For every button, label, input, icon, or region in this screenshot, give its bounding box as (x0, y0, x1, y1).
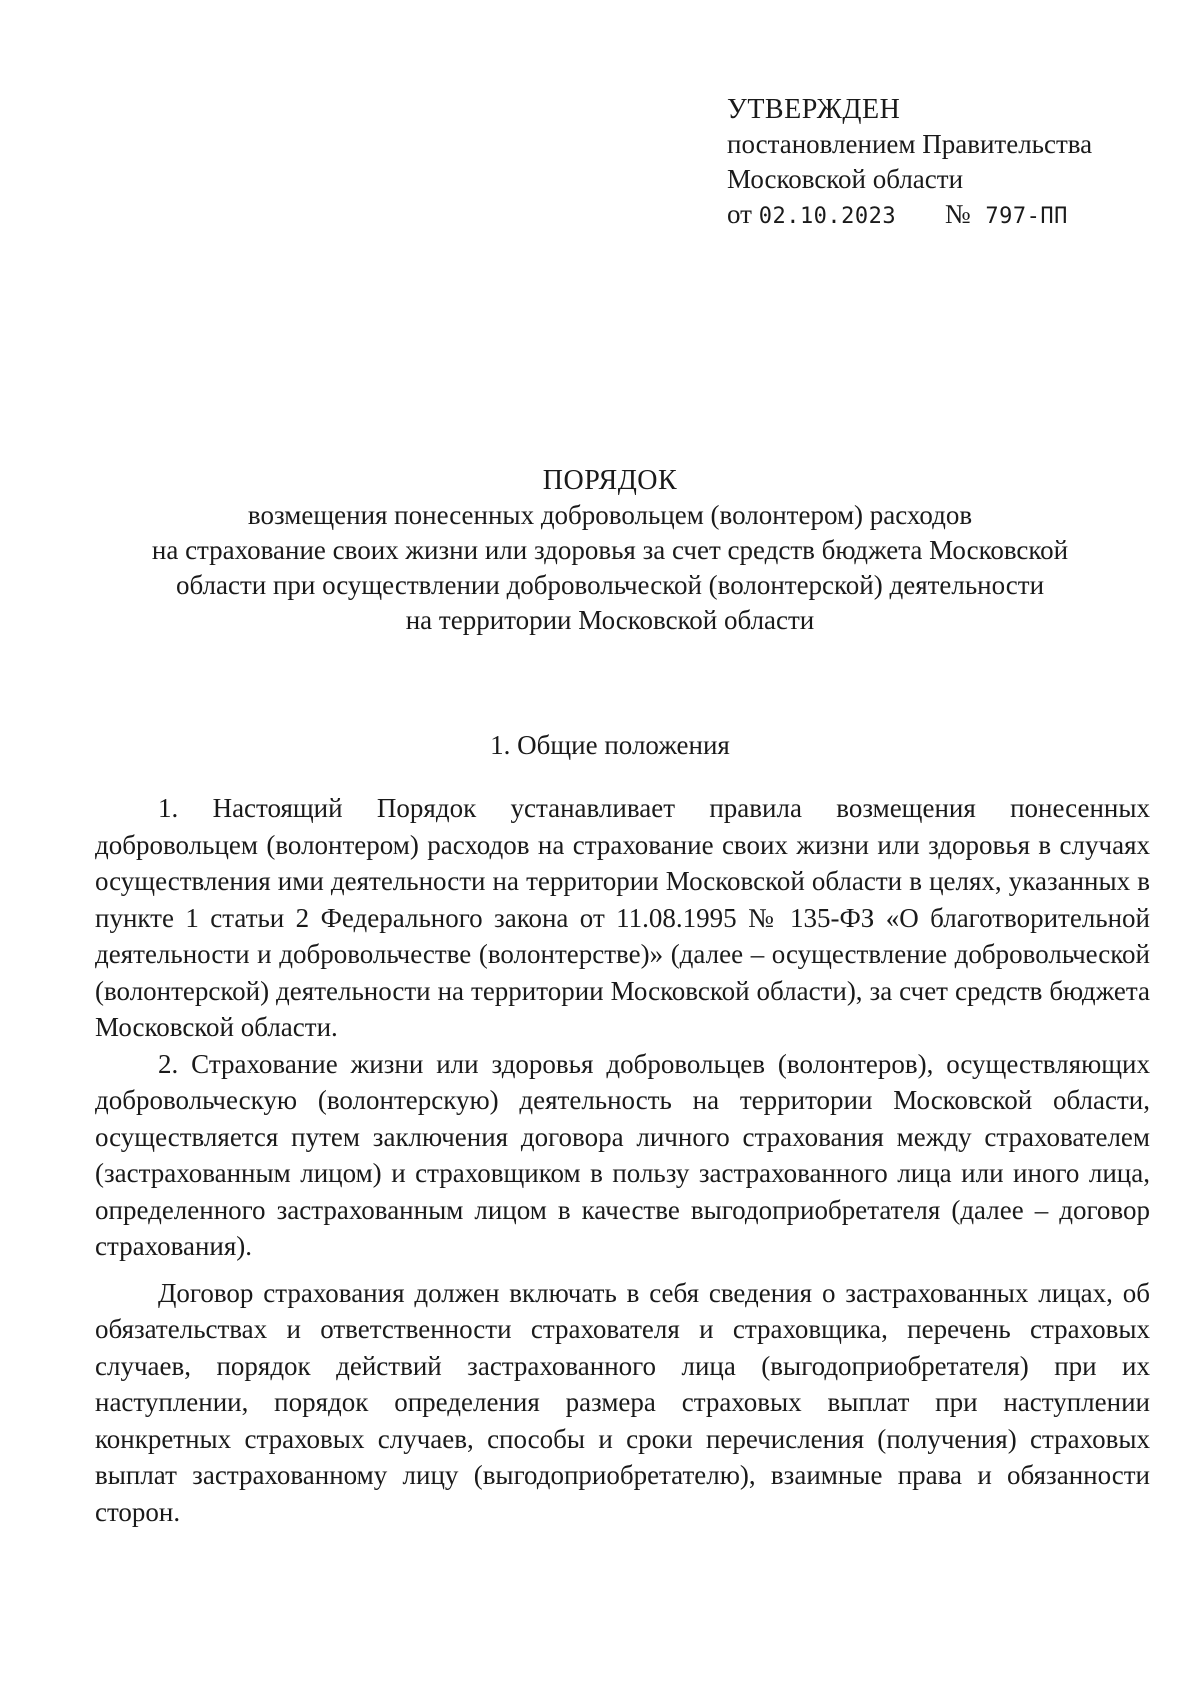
approval-block (727, 92, 1092, 234)
approval-line-1: постановлением Правительства (727, 129, 1093, 159)
date-prefix: от (727, 199, 752, 229)
number-sign: № (944, 199, 971, 229)
approval-date-line (727, 197, 1092, 234)
paragraph-2: 2. Страхование жизни или здоровья добровольцев (волонтеров), осуществляющих добровольческую (волонтерскую) деятельность на территории Московской области, осуществляется путем заключения договора личного страхования между страхователем (застрахованным лицом) и страховщиком в пользу застрахованного лица или иного лица, определенного застрахованным лицом в качестве выгодоприобретателя (далее – договор страхования). (95, 1048, 1150, 1261)
document-body (95, 790, 1150, 1530)
section-heading: 1. Общие положения (490, 730, 730, 760)
approval-line-2: Московской области (727, 164, 964, 194)
paragraph-3: Договор страхования должен включать в себя сведения о застрахованных лицах, об обязательствах и ответственности страхователя и страховщика, перечень страховых случаев, порядок действий застрахованного лица (выгодоприобретателя) при их наступлении, порядок определения размера страховых выплат при наступлении конкретных страховых случаев, способы и сроки перечисления (получения) страховых выплат застрахованному лицу (выгодоприобретателю), взаимные права и обязанности сторон. (95, 1277, 1150, 1527)
approval-number: 797-ПП (985, 204, 1068, 229)
paragraph-1: 1. Настоящий Порядок устанавливает правила возмещения понесенных добровольцем (волонтером) расходов на страхование своих жизни или здоровья в случаях осуществления ими деятельности на территории Московской области в целях, указанных в пункте 1 статьи 2 Федерального закона от 11.08.1995 № 135-ФЗ «О благотворительной деятельности и добровольчестве (волонтерстве)» (далее – осуществление добровольческой (волонтерской) деятельности на территории Московской области), за счет средств бюджета Московской области. (95, 793, 1150, 1042)
title-main: ПОРЯДОК (542, 465, 678, 496)
approval-date: 02.10.2023 (758, 204, 897, 229)
document-title (110, 463, 1110, 638)
title-line-3: области при осуществлении добровольческой (волонтерской) деятельности (175, 570, 1045, 600)
title-line-1: возмещения понесенных добровольцем (волонтером) расходов (247, 500, 973, 530)
title-line-4: на территории Московской области (405, 605, 815, 635)
title-line-2: на страхование своих жизни или здоровья за счет средств бюджета Московской (151, 535, 1069, 565)
approved-heading: УТВЕРЖДЕН (727, 94, 901, 125)
